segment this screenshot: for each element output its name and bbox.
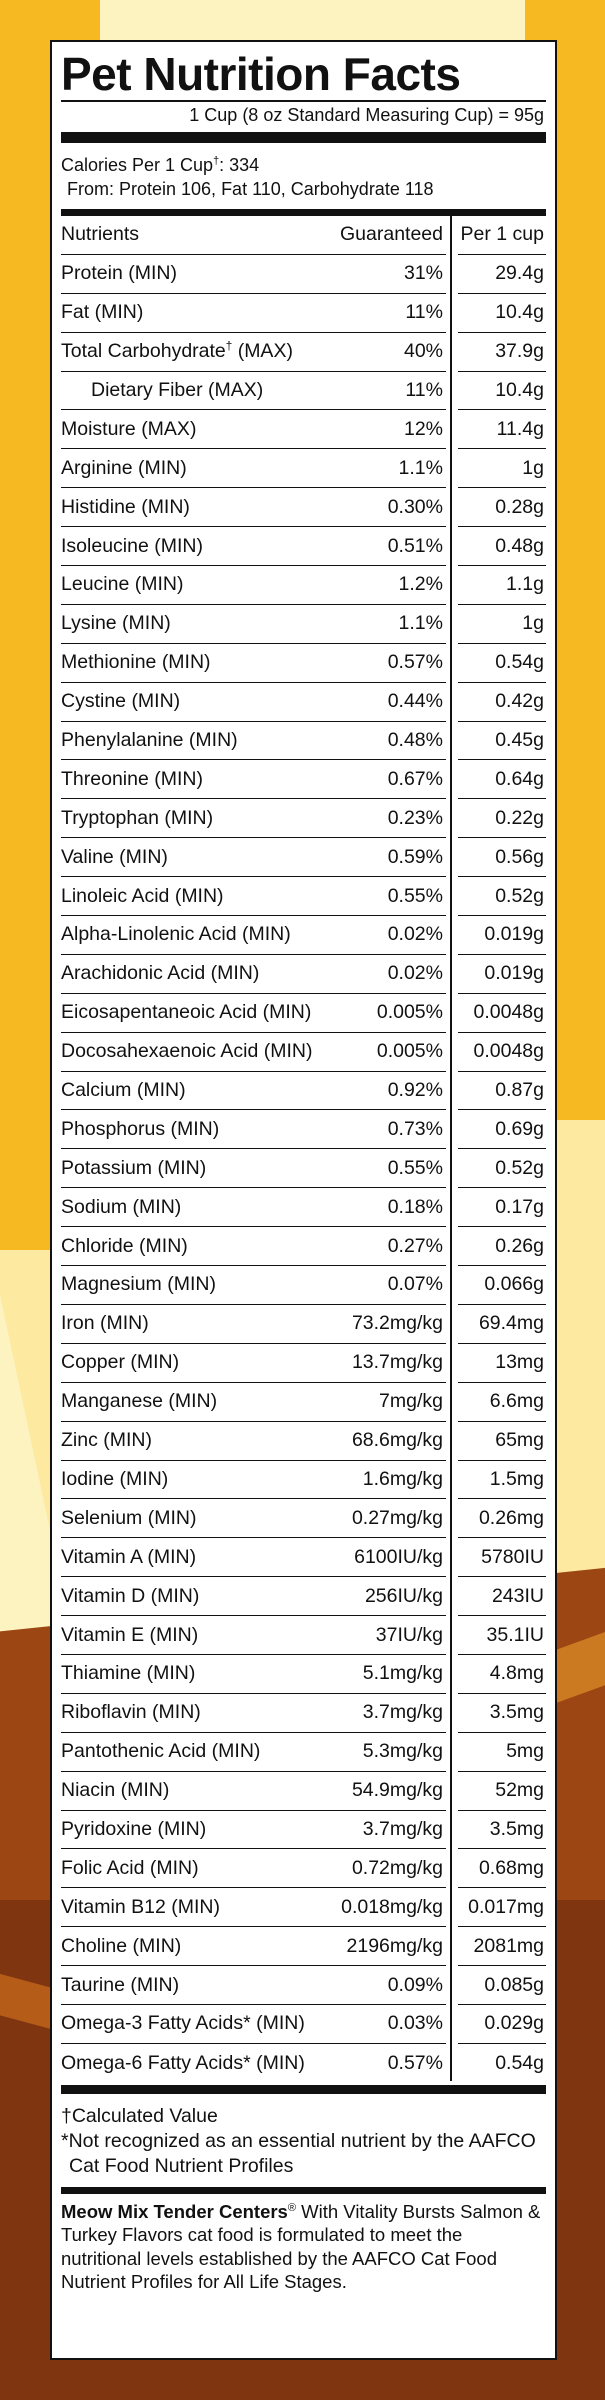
per-cup-value: 3.5mg	[489, 1817, 544, 1840]
footnotes	[61, 2094, 546, 2187]
registered-mark: ®	[287, 2201, 297, 2214]
per-cup-value: 69.4mg	[478, 1312, 544, 1335]
table-row	[61, 410, 546, 449]
per-cup-value: 0.0048g	[473, 1040, 544, 1063]
table-row	[61, 1538, 546, 1577]
guaranteed-value: 1.1%	[398, 612, 443, 635]
guaranteed-value: 0.57%	[387, 2051, 443, 2074]
guaranteed-value: 0.03%	[387, 2012, 443, 2035]
table-row	[61, 1616, 546, 1655]
table-row	[61, 1344, 546, 1383]
table-row	[61, 1033, 546, 1072]
per-cup-value: 0.22g	[495, 806, 544, 829]
table-row	[61, 333, 546, 372]
table-row	[61, 1694, 546, 1733]
table-row	[61, 722, 546, 761]
nutrient-name: Sodium (MIN)	[61, 1195, 182, 1218]
table-row	[61, 1461, 546, 1500]
nutrient-name: Chloride (MIN)	[61, 1234, 188, 1257]
table-header	[61, 216, 546, 255]
guaranteed-value: 68.6mg/kg	[351, 1429, 443, 1452]
guaranteed-value: 1.1%	[398, 456, 443, 479]
guaranteed-value: 0.27%	[387, 1234, 443, 1257]
table-row	[61, 1772, 546, 1811]
nutrient-name: Leucine (MIN)	[61, 573, 184, 596]
nutrient-name: Omega-3 Fatty Acids* (MIN)	[61, 2012, 305, 2035]
medium-divider	[61, 209, 546, 216]
guaranteed-value: 0.018mg/kg	[341, 1895, 443, 1918]
nutrient-name: Vitamin A (MIN)	[61, 1545, 197, 1568]
per-cup-value: 0.017mg	[468, 1895, 544, 1918]
nutrient-name: Lysine (MIN)	[61, 612, 171, 635]
thick-divider	[61, 2085, 546, 2094]
guaranteed-value: 0.44%	[387, 690, 443, 713]
guaranteed-value: 11%	[405, 379, 443, 401]
guaranteed-value: 0.73%	[387, 1117, 443, 1140]
guaranteed-value: 0.07%	[387, 1273, 443, 1296]
guaranteed-value: 37IU/kg	[375, 1623, 443, 1646]
guaranteed-value: 0.92%	[387, 1079, 443, 1102]
footnote-not-recognized-line2: Cat Food Nutrient Profiles	[69, 2154, 294, 2177]
nutrient-name: Total Carbohydrate† (MAX)	[61, 339, 293, 363]
nutrient-name: Taurine (MIN)	[61, 1973, 180, 1996]
header-nutrients: Nutrients	[61, 223, 140, 246]
nutrient-name: Histidine (MIN)	[61, 495, 190, 518]
per-cup-value: 0.52g	[495, 884, 544, 907]
nutrient-name: Tryptophan (MIN)	[61, 806, 214, 829]
per-cup-value: 0.56g	[495, 845, 544, 868]
guaranteed-value: 256IU/kg	[364, 1584, 443, 1607]
nutrient-name: Iodine (MIN)	[61, 1467, 169, 1490]
nutrient-name: Omega-6 Fatty Acids* (MIN)	[61, 2051, 305, 2074]
nutrient-name: Arginine (MIN)	[61, 456, 187, 479]
table-row	[61, 1849, 546, 1888]
brand-name: Meow Mix Tender Centers	[61, 2200, 288, 2222]
footnote-not-recognized	[61, 2129, 546, 2179]
nutrient-name: Niacin (MIN)	[61, 1779, 170, 1802]
per-cup-value: 0.17g	[495, 1195, 544, 1218]
nutrient-name: Dietary Fiber (MAX)	[91, 379, 264, 401]
table-row	[61, 1966, 546, 2005]
guaranteed-value: 0.59%	[387, 845, 443, 868]
nutrient-name: Magnesium (MIN)	[61, 1273, 216, 1296]
table-row	[61, 2044, 546, 2083]
guaranteed-value: 0.02%	[387, 923, 443, 946]
nutrient-name: Zinc (MIN)	[61, 1429, 152, 1452]
guaranteed-value: 2196mg/kg	[346, 1934, 443, 1957]
serving-size: 1 Cup (8 oz Standard Measuring Cup) = 95g	[61, 100, 546, 128]
table-row	[61, 1227, 546, 1266]
guaranteed-value: 12%	[403, 417, 443, 440]
guaranteed-value: 40%	[403, 340, 443, 363]
guaranteed-value: 0.09%	[387, 1973, 443, 1996]
nutrient-name: Copper (MIN)	[61, 1351, 180, 1374]
guaranteed-value: 73.2mg/kg	[351, 1312, 443, 1335]
table-row	[61, 1110, 546, 1149]
per-cup-value: 13mg	[495, 1351, 544, 1374]
per-cup-value: 52mg	[495, 1779, 544, 1802]
table-row	[61, 449, 546, 488]
per-cup-value: 3.5mg	[489, 1701, 544, 1724]
guaranteed-value: 5.3mg/kg	[362, 1740, 443, 1763]
nutrient-name: Linoleic Acid (MIN)	[61, 884, 224, 907]
table-row	[61, 916, 546, 955]
per-cup-value: 5mg	[506, 1740, 544, 1763]
per-cup-value: 1.1g	[506, 573, 544, 596]
per-cup-value: 0.45g	[495, 729, 544, 752]
nutrient-name: Iron (MIN)	[61, 1312, 149, 1335]
table-row	[61, 1383, 546, 1422]
nutrient-name: Choline (MIN)	[61, 1934, 182, 1957]
table-row	[61, 1072, 546, 1111]
nutrient-name: Thiamine (MIN)	[61, 1662, 196, 1685]
nutrient-name: Isoleucine (MIN)	[61, 534, 203, 557]
calories-breakdown: From: Protein 106, Fat 110, Carbohydrate 118	[67, 179, 434, 199]
table-row	[61, 1266, 546, 1305]
nutrient-name: Fat (MIN)	[61, 301, 144, 324]
guaranteed-value: 0.72mg/kg	[351, 1856, 443, 1879]
table-row	[61, 1577, 546, 1616]
guaranteed-value: 0.23%	[387, 806, 443, 829]
guaranteed-value: 0.27mg/kg	[351, 1506, 443, 1529]
header-guaranteed: Guaranteed	[340, 223, 443, 246]
guaranteed-value: 5.1mg/kg	[362, 1662, 443, 1685]
guaranteed-value: 0.55%	[387, 884, 443, 907]
per-cup-value: 1g	[522, 612, 544, 635]
nutrition-facts-panel	[50, 40, 557, 2360]
nutrient-name: Calcium (MIN)	[61, 1079, 186, 1102]
table-row	[61, 566, 546, 605]
nutrient-name: Valine (MIN)	[61, 845, 168, 868]
per-cup-value: 243IU	[491, 1584, 544, 1607]
per-cup-value: 0.52g	[495, 1156, 544, 1179]
calories-line	[61, 153, 546, 177]
thick-divider	[61, 132, 546, 143]
per-cup-value: 0.0048g	[473, 1001, 544, 1024]
guaranteed-value: 31%	[403, 262, 443, 285]
aafco-statement	[61, 2194, 546, 2294]
nutrient-name: Manganese (MIN)	[61, 1390, 218, 1413]
guaranteed-value: 3.7mg/kg	[362, 1817, 443, 1840]
table-row	[61, 372, 546, 411]
nutrient-name: Folic Acid (MIN)	[61, 1856, 199, 1879]
nutrient-name: Cystine (MIN)	[61, 690, 181, 713]
table-row	[61, 644, 546, 683]
table-row	[61, 1188, 546, 1227]
guaranteed-value: 0.02%	[387, 962, 443, 985]
table-row	[61, 488, 546, 527]
nutrient-name: Vitamin B12 (MIN)	[61, 1895, 220, 1918]
column-divider	[450, 216, 452, 2081]
table-row	[61, 1422, 546, 1461]
per-cup-value: 5780IU	[481, 1545, 544, 1568]
calories-value: : 334	[219, 155, 260, 175]
per-cup-value: 10.4g	[495, 301, 544, 324]
nutrient-name: Moisture (MAX)	[61, 417, 197, 440]
nutrient-name: Pantothenic Acid (MIN)	[61, 1740, 261, 1763]
per-cup-value: 0.87g	[495, 1079, 544, 1102]
header-per-cup: Per 1 cup	[460, 223, 544, 246]
per-cup-value: 29.4g	[495, 262, 544, 285]
guaranteed-value: 3.7mg/kg	[362, 1701, 443, 1724]
per-cup-value: 0.066g	[484, 1273, 544, 1296]
per-cup-value: 0.26g	[495, 1234, 544, 1257]
guaranteed-value: 54.9mg/kg	[351, 1779, 443, 1802]
per-cup-value: 1.5mg	[489, 1467, 544, 1490]
per-cup-value: 37.9g	[495, 340, 544, 363]
per-cup-value: 65mg	[495, 1429, 544, 1452]
nutrient-name: Alpha-Linolenic Acid (MIN)	[61, 923, 291, 946]
nutrient-name: Methionine (MIN)	[61, 651, 211, 674]
nutrient-name: Threonine (MIN)	[61, 767, 203, 790]
table-row	[61, 1149, 546, 1188]
table-row	[61, 1811, 546, 1850]
nutrient-name: Phenylalanine (MIN)	[61, 729, 238, 752]
nutrient-name: Riboflavin (MIN)	[61, 1701, 201, 1724]
table-row	[61, 527, 546, 566]
per-cup-value: 0.69g	[495, 1117, 544, 1140]
guaranteed-value: 11%	[405, 301, 443, 324]
per-cup-value: 1g	[522, 456, 544, 479]
table-row	[61, 799, 546, 838]
guaranteed-value: 1.6mg/kg	[362, 1467, 443, 1490]
panel-title: Pet Nutrition Facts	[61, 48, 461, 100]
guaranteed-value: 0.48%	[387, 729, 443, 752]
nutrient-table	[61, 216, 546, 2083]
table-row	[61, 1499, 546, 1538]
table-row	[61, 877, 546, 916]
table-row	[61, 838, 546, 877]
guaranteed-value: 0.005%	[376, 1001, 443, 1024]
guaranteed-value: 0.30%	[387, 495, 443, 518]
per-cup-value: 0.029g	[484, 2012, 544, 2035]
table-row	[61, 2005, 546, 2044]
table-row	[61, 994, 546, 1033]
per-cup-value: 0.26mg	[478, 1506, 544, 1529]
guaranteed-value: 0.18%	[387, 1195, 443, 1218]
per-cup-value: 0.42g	[495, 690, 544, 713]
dagger-mark: †	[213, 155, 220, 167]
table-row	[61, 255, 546, 294]
per-cup-value: 0.54g	[495, 651, 544, 674]
guaranteed-value: 7mg/kg	[379, 1390, 443, 1413]
per-cup-value: 0.085g	[484, 1973, 544, 1996]
per-cup-value: 0.28g	[495, 495, 544, 518]
per-cup-value: 0.68mg	[478, 1856, 544, 1879]
table-row	[61, 955, 546, 994]
guaranteed-value: 0.55%	[387, 1156, 443, 1179]
table-row	[61, 294, 546, 333]
guaranteed-value: 0.57%	[387, 651, 443, 674]
per-cup-value: 35.1IU	[486, 1623, 544, 1646]
per-cup-value: 0.48g	[495, 534, 544, 557]
footnote-calculated: †Calculated Value	[61, 2104, 218, 2127]
nutrient-name: Vitamin D (MIN)	[61, 1584, 200, 1607]
calories-section	[61, 143, 546, 209]
table-row	[61, 1733, 546, 1772]
table-row	[61, 1927, 546, 1966]
nutrient-name: Vitamin E (MIN)	[61, 1623, 199, 1646]
table-row	[61, 1305, 546, 1344]
table-row	[61, 760, 546, 799]
nutrient-name: Docosahexaenoic Acid (MIN)	[61, 1040, 313, 1063]
guaranteed-value: 0.51%	[387, 534, 443, 557]
guaranteed-value: 1.2%	[398, 573, 443, 596]
table-row	[61, 1888, 546, 1927]
per-cup-value: 4.8mg	[489, 1662, 544, 1685]
table-row	[61, 1655, 546, 1694]
per-cup-value: 0.54g	[495, 2051, 544, 2074]
per-cup-value: 2081mg	[473, 1934, 544, 1957]
dagger-mark: †	[225, 339, 233, 353]
guaranteed-value: 13.7mg/kg	[351, 1351, 443, 1374]
nutrient-name: Potassium (MIN)	[61, 1156, 207, 1179]
nutrient-name: Protein (MIN)	[61, 262, 177, 285]
nutrient-name: Pyridoxine (MIN)	[61, 1817, 207, 1840]
nutrient-name: Arachidonic Acid (MIN)	[61, 962, 260, 985]
per-cup-value: 6.6mg	[489, 1390, 544, 1413]
per-cup-value: 10.4g	[495, 379, 544, 401]
per-cup-value: 0.64g	[495, 767, 544, 790]
per-cup-value: 11.4g	[496, 417, 544, 440]
statement-text: With Vitality Bursts Salmon & Turkey Flavors cat food is formulated to meet the nutritional levels established by the AAFCO Cat Food Nutrient Profiles for All Life Stages.	[61, 2200, 541, 2293]
nutrient-name: Eicosapentaneoic Acid (MIN)	[61, 1001, 312, 1024]
table-row	[61, 683, 546, 722]
nutrient-name: Phosphorus (MIN)	[61, 1117, 220, 1140]
guaranteed-value: 0.005%	[376, 1040, 443, 1063]
table-row	[61, 605, 546, 644]
calories-label: Calories Per 1 Cup	[61, 155, 214, 175]
per-cup-value: 0.019g	[484, 923, 544, 946]
per-cup-value: 0.019g	[484, 962, 544, 985]
guaranteed-value: 0.67%	[387, 767, 443, 790]
table-rows	[61, 255, 546, 2083]
medium-divider	[61, 2187, 546, 2194]
footnote-not-recognized-line1: *Not recognized as an essential nutrient by the AAFCO	[61, 2129, 536, 2152]
nutrient-name: Selenium (MIN)	[61, 1506, 197, 1529]
guaranteed-value: 6100IU/kg	[354, 1545, 443, 1568]
